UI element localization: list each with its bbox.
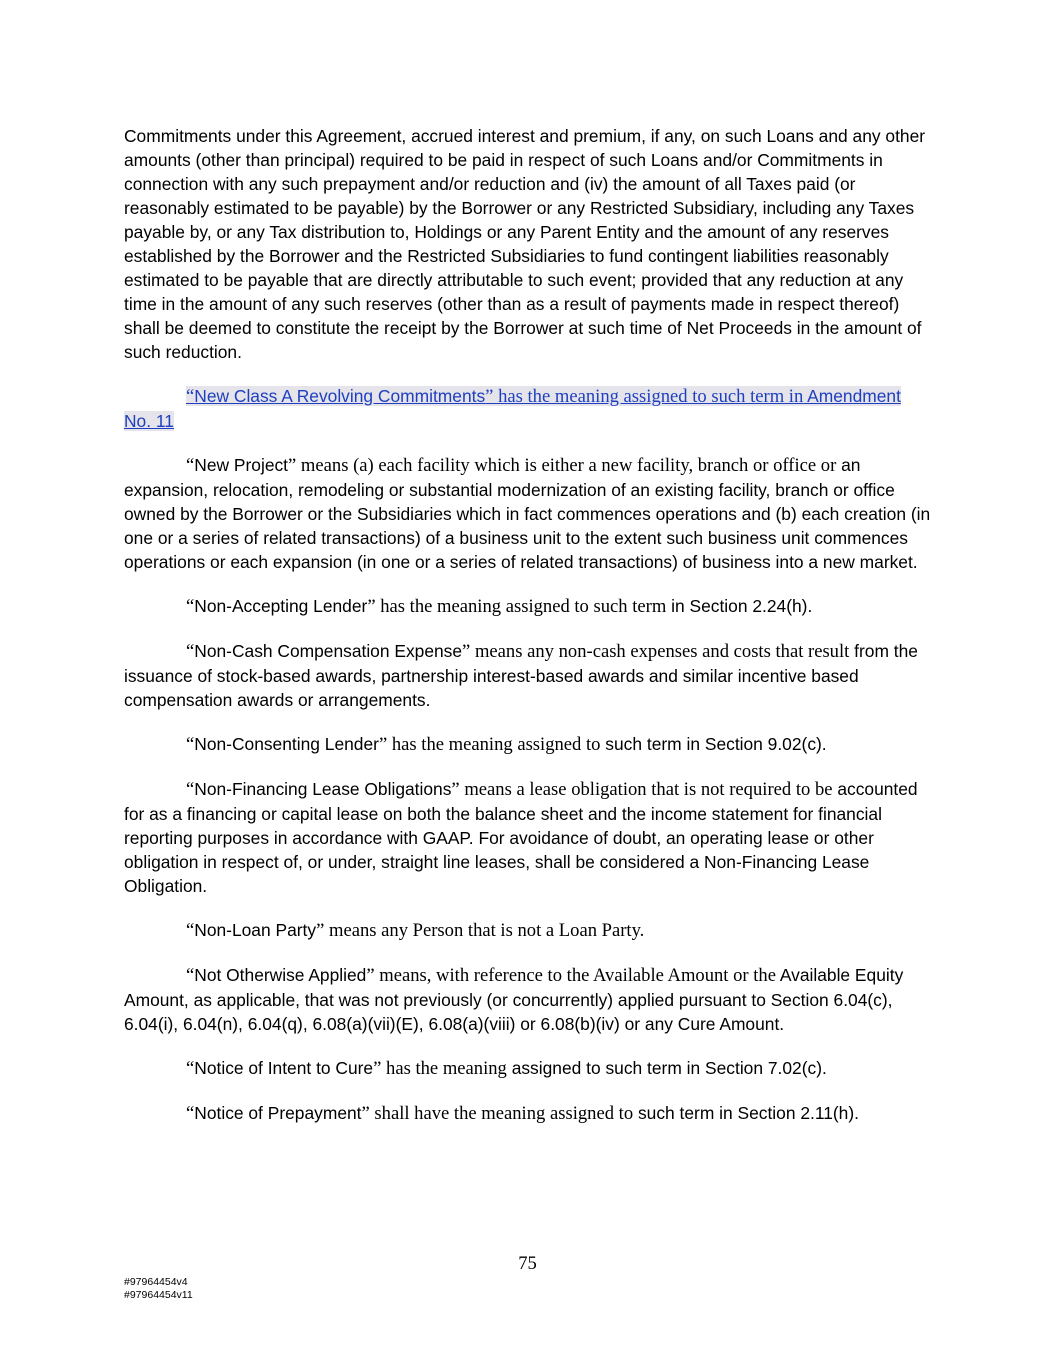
close-quote: ” [288, 455, 297, 476]
defined-term: Non-Consenting Lender [194, 734, 379, 754]
definition-text: means any non-cash expenses and costs that result [470, 641, 850, 662]
defined-term: Non-Cash Compensation Expense [194, 641, 463, 661]
defined-term: New Project [194, 455, 289, 475]
inserted-text [124, 386, 901, 431]
definition-text-continued: assigned to such term in Section 7.02(c). [506, 1058, 827, 1078]
open-quote: “ [186, 641, 195, 662]
close-quote: ” [485, 386, 494, 407]
document-id: #97964454v11 [124, 1288, 193, 1301]
definition-text-continued: accounted for as a financing or capital lease on both the balance sheet and the income statement for financial reporting purposes in accordance with GAAP. For avoidance of doubt, an operating lease or other obligation in respect of, or under, straight line leases, shall be considered a Non-Financing Lease Obligation. [124, 779, 918, 896]
paragraph-net-proceeds-continuation [124, 124, 932, 364]
definition-text-continued: such term in Section 2.11(h). [633, 1103, 859, 1123]
definition-new-project [124, 453, 932, 574]
open-quote: “ [186, 779, 195, 800]
close-quote: ” [373, 1058, 382, 1079]
defined-term: Non-Loan Party [194, 920, 317, 940]
definition-notice-of-prepayment [124, 1101, 932, 1126]
close-quote: ” [316, 920, 325, 941]
definition-text: has the meaning assigned to [387, 734, 601, 755]
open-quote: “ [186, 734, 195, 755]
document-id: #97964454v4 [124, 1276, 188, 1288]
defined-term: New Class A Revolving Commitments [194, 386, 486, 406]
definition-text-continued: Amendment No. 11 [124, 386, 901, 431]
close-quote: ” [378, 734, 388, 755]
defined-term: Non-Financing Lease Obligations [194, 779, 452, 799]
defined-term: Notice of Prepayment [194, 1103, 362, 1123]
definition-non-consenting-lender [124, 732, 932, 757]
close-quote: ” [451, 779, 460, 800]
defined-term: Non-Accepting Lender [194, 596, 368, 616]
open-quote: “ [186, 596, 195, 617]
close-quote: ” [367, 596, 376, 617]
definition-non-cash-compensation-expense [124, 639, 932, 712]
definition-text-continued: in Section 2.24(h). [666, 596, 813, 616]
definition-not-otherwise-applied [124, 963, 932, 1036]
open-quote: “ [186, 386, 195, 407]
definition-text: has the meaning [381, 1058, 507, 1079]
definition-new-class-a-revolving-commitments [124, 384, 932, 433]
definition-text: means (a) each facility which is either a new facility, branch or office or [296, 455, 837, 476]
definition-notice-of-intent-to-cure [124, 1056, 932, 1081]
open-quote: “ [186, 455, 195, 476]
open-quote: “ [186, 965, 195, 986]
defined-term: Notice of Intent to Cure [194, 1058, 374, 1078]
definition-non-financing-lease-obligations [124, 777, 932, 898]
definition-text-continued: from the issuance of stock-based awards, partnership interest-based awards and similar incentive based compensation awards or arrangements. [124, 641, 918, 710]
close-quote: ” [361, 1103, 370, 1124]
close-quote: ” [462, 641, 471, 662]
definition-non-accepting-lender [124, 594, 932, 619]
definition-text-continued: an expansion, relocation, remodeling or substantial modernization of an existing facility, branch or office owned by the Borrower or the Subsidiaries which in fact commences operations and (b) each creation (in one or a series of related transactions) of a business unit to the extent such business unit commences operations or each expansion (in one or a series of related transactions) of business into a new market. [124, 455, 931, 572]
close-quote: ” [366, 965, 375, 986]
page-body [124, 124, 932, 1146]
defined-term: Not Otherwise Applied [194, 965, 367, 985]
definition-text: has the meaning assigned to such term [375, 596, 667, 617]
definition-text-continued: such term in Section 9.02(c). [600, 734, 827, 754]
definition-text: has the meaning assigned to such term in [493, 386, 804, 407]
open-quote: “ [186, 920, 195, 941]
document-footer [124, 1276, 193, 1301]
definition-text: means, with reference to the Available Amount or the [374, 965, 776, 986]
paragraph-text: Commitments under this Agreement, accrued interest and premium, if any, on such Loans and any other amounts (other than principal) required to be paid in respect of such Loans and/or Commitments in connection with any such prepayment and/or reduction and (iv) the amount of all Taxes paid (or reasonably estimated to be payable) by the Borrower or any Restricted Subsidiary, including any Taxes payable by, or any Tax distribution to, Holdings or any Parent Entity and the amount of any reserves established by the Borrower and the Restricted Subsidiaries to fund contingent liabilities reasonably estimated to be payable that are directly attributable to such event; provided that any reduction at any time in the amount of any such reserves (other than as a result of payments made in respect thereof) shall be deemed to constitute the receipt by the Borrower at such time of Net Proceeds in the amount of such reduction. [124, 126, 926, 362]
definition-text: means any Person that is not a Loan Party. [324, 920, 645, 941]
open-quote: “ [186, 1103, 195, 1124]
definition-text: shall have the meaning assigned to [369, 1103, 634, 1124]
page-number: 75 [518, 1253, 537, 1274]
definition-non-loan-party [124, 918, 932, 943]
definition-text-continued: Available Equity Amount, as applicable, that was not previously (or concurrently) applied pursuant to Section 6.04(c), 6.04(i), 6.04(n), 6.04(q), 6.08(a)(vii)(E), 6.08(a)(viii) or 6.08(b)(iv) or any Cure Amount. [124, 965, 904, 1034]
open-quote: “ [186, 1058, 195, 1079]
definition-text: means a lease obligation that is not required to be [459, 779, 833, 800]
